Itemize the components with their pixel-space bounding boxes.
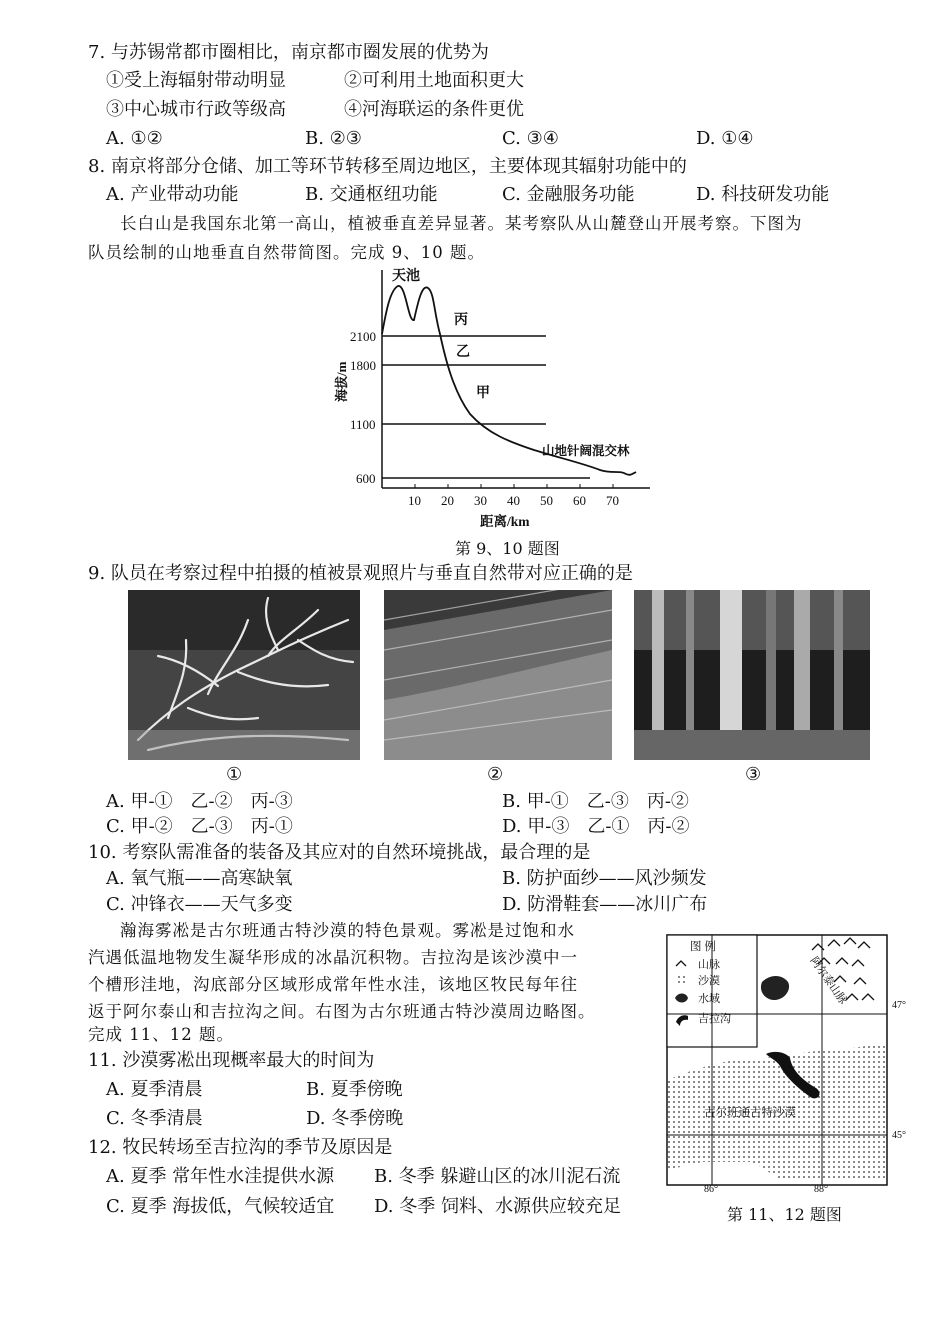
q7-item-1: ①受上海辐射带动明显 (106, 70, 286, 91)
legend-title: 图 例 (690, 941, 716, 953)
photo-3 (634, 590, 870, 760)
q11-option-a[interactable]: A. 夏季清晨 (106, 1079, 203, 1100)
fig1-caption: 第 9、10 题图 (455, 539, 560, 558)
q10-option-a[interactable]: A. 氧气瓶——高寒缺氧 (106, 868, 293, 889)
x-tick-50: 50 (540, 493, 553, 508)
x-axis-label: 距离/km (480, 514, 530, 529)
q7-option-d[interactable]: D. ①④ (696, 128, 754, 149)
legend-mountain: 山脉 (698, 959, 720, 971)
q7-option-b[interactable]: B. ②③ (305, 128, 362, 149)
lon-86: 86° (704, 1184, 718, 1194)
q7-item-2: ②可利用土地面积更大 (344, 70, 524, 91)
passage1-line1: 长白山是我国东北第一高山，植被垂直差异显著。某考察队从山麓登山开展考察。下图为 (120, 214, 803, 233)
photo-3-label: ③ (745, 764, 762, 785)
photo-1-art (128, 590, 360, 760)
photo-2 (384, 590, 612, 760)
q9-stem: 9. 队员在考察过程中拍摄的植被景观照片与垂直自然带对应正确的是 (88, 563, 633, 584)
q12-option-a[interactable]: A. 夏季 常年性水洼提供水源 (106, 1166, 335, 1187)
legend-jilagou: 吉拉沟 (698, 1013, 731, 1025)
mountain-label: 阿尔泰山脉 (807, 954, 849, 1007)
x-tick-20: 20 (441, 493, 454, 508)
photo-2-art (384, 590, 612, 760)
q10-stem: 10. 考察队需准备的装备及其应对的自然环境挑战，最合理的是 (88, 842, 591, 863)
q8-option-b[interactable]: B. 交通枢纽功能 (305, 184, 438, 205)
gurbantunggut-map (662, 930, 924, 1194)
zone-jia-label: 甲 (476, 386, 490, 401)
q7-option-a[interactable]: A. ①② (106, 128, 163, 149)
passage1-line2: 队员绘制的山地垂直自然带简图。完成 9、10 题。 (88, 243, 485, 262)
x-tick-60: 60 (573, 493, 586, 508)
q8-option-c[interactable]: C. 金融服务功能 (502, 184, 635, 205)
passage2-line2: 汽遇低温地物发生凝华形成的冰晶沉积物。吉拉沟是该沙漠中一 (88, 948, 578, 967)
desert-label: 古尔班通古特沙漠 (704, 1107, 796, 1119)
x-tick-70: 70 (606, 493, 619, 508)
x-tick-10: 10 (408, 493, 421, 508)
q12-stem: 12. 牧民转场至吉拉沟的季节及原因是 (88, 1137, 393, 1158)
q10-option-c[interactable]: C. 冲锋衣——天气多变 (106, 894, 293, 915)
lon-88: 88° (814, 1184, 828, 1194)
q10-option-b[interactable]: B. 防护面纱——风沙频发 (502, 868, 707, 889)
peak-label: 天池 (392, 269, 420, 284)
zone-forest-label: 山地针阔混交林 (542, 444, 630, 458)
q10-option-d[interactable]: D. 防滑鞋套——冰川广布 (502, 894, 708, 915)
photo-2-label: ② (487, 764, 504, 785)
q11-option-c[interactable]: C. 冬季清晨 (106, 1108, 203, 1129)
y-axis-label: 海拔/m (334, 361, 349, 402)
vertical-zone-figure (330, 262, 660, 532)
photo-1 (128, 590, 360, 760)
q7-stem: 7. 与苏锡常都市圈相比，南京都市圈发展的优势为 (88, 42, 489, 63)
q12-option-b[interactable]: B. 冬季 躲避山区的冰川泥石流 (374, 1166, 621, 1187)
q9-option-c[interactable]: C. 甲-② 乙-③ 丙-① (106, 816, 293, 837)
q7-item-3: ③中心城市行政等级高 (106, 99, 286, 120)
y-tick-1800: 1800 (350, 358, 376, 373)
lat-47: 47° (892, 1000, 906, 1011)
q11-option-b[interactable]: B. 夏季傍晚 (306, 1079, 403, 1100)
q12-option-c[interactable]: C. 夏季 海拔低，气候较适宜 (106, 1196, 335, 1217)
zone-yi-label: 乙 (456, 345, 470, 360)
q7-item-4: ④河海联运的条件更优 (344, 99, 524, 120)
passage2-line5: 完成 11、12 题。 (88, 1025, 234, 1044)
q11-option-d[interactable]: D. 冬季傍晚 (306, 1108, 404, 1129)
q8-option-a[interactable]: A. 产业带动功能 (106, 184, 239, 205)
q9-option-b[interactable]: B. 甲-① 乙-③ 丙-② (502, 791, 689, 812)
q9-option-d[interactable]: D. 甲-③ 乙-① 丙-② (502, 816, 690, 837)
passage2-line4: 返于阿尔泰山和吉拉沟之间。右图为古尔班通古特沙漠周边略图。 (88, 1002, 596, 1021)
passage2-line3: 个槽形洼地，沟底部分区域形成常年性水洼，该地区牧民每年往 (88, 975, 578, 994)
q8-stem: 8. 南京将部分仓储、加工等环节转移至周边地区，主要体现其辐射功能中的 (88, 156, 687, 177)
q8-option-d[interactable]: D. 科技研发功能 (696, 184, 830, 205)
q11-stem: 11. 沙漠雾凇出现概率最大的时间为 (88, 1050, 375, 1071)
photo-3-art (634, 590, 870, 760)
x-tick-30: 30 (474, 493, 487, 508)
zone-bing-label: 丙 (454, 313, 468, 328)
y-tick-1100: 1100 (350, 417, 376, 432)
legend-desert: 沙漠 (698, 975, 720, 987)
x-tick-40: 40 (507, 493, 520, 508)
y-tick-600: 600 (356, 471, 376, 486)
passage2-line1: 瀚海雾凇是古尔班通古特沙漠的特色景观。雾凇是过饱和水 (120, 921, 575, 940)
q12-option-d[interactable]: D. 冬季 饲料、水源供应较充足 (374, 1196, 621, 1217)
q7-option-c[interactable]: C. ③④ (502, 128, 559, 149)
desert-legend-icon (675, 976, 687, 984)
map-caption: 第 11、12 题图 (727, 1205, 842, 1224)
photo-1-label: ① (226, 764, 243, 785)
lat-45: 45° (892, 1130, 906, 1141)
legend-water: 水域 (698, 993, 720, 1005)
y-tick-2100: 2100 (350, 329, 376, 344)
q9-option-a[interactable]: A. 甲-① 乙-② 丙-③ (106, 791, 293, 812)
